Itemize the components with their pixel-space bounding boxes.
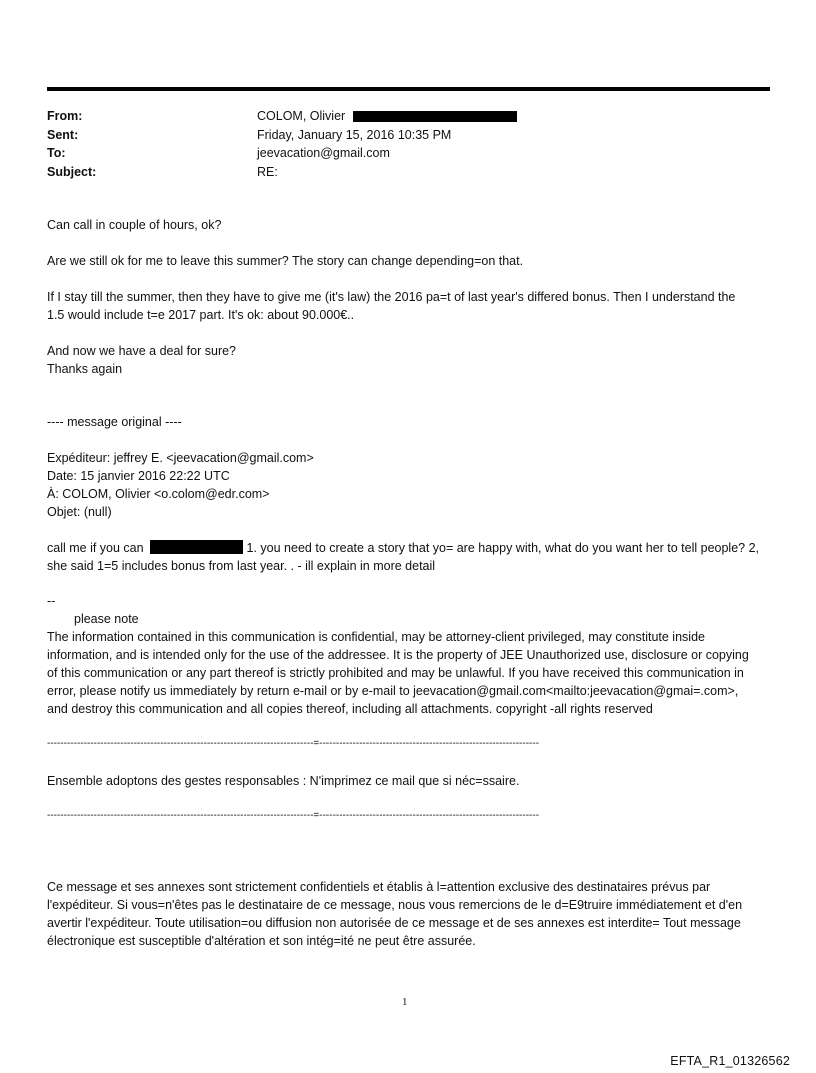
header-rule xyxy=(47,87,770,91)
body-paragraph: Thanks again xyxy=(47,362,123,376)
reply-body xyxy=(47,216,777,378)
from-value: COLOM, Olivier xyxy=(257,109,346,123)
confidentiality-notice: The information contained in this communication is confidential, may be attorney-client privileged, may constitute inside information, and is intended only for the use of the addressee. It is the property of JEE Unauthorized use, disclosure or copying of this communication or any part thereof is strictly prohibited and may be unlawful. If you have received this communication in error, please notify us immediately by return e-mail or by e-mail to jeevacation@gmail.com<mailto:jeevacation@gmai=.com>, and destroy this communication and all copies thereof, including all attachments. copyright -all rights reserved xyxy=(47,630,749,716)
page-number: 1 xyxy=(402,996,408,1008)
disclaimer-text: Ce message et ses annexes sont strictement confidentiels et établis à l=attention exclusive des destinataires prévus par l'expéditeur. Si vous=n'êtes pas le destinataire de ce message, nous vous remercions de le d=E9truire immédiatement et d'en avertir l'expéditeur. Toute utilisation=ou diffusion non autorisée de ce message et de ses annexes est interdite= Tout message électronique est susceptible d'altération et son intég=ité ne peut être assurée. xyxy=(47,880,743,948)
body-paragraph: Are we still ok for me to leave this summer? The story can change depending=on that. xyxy=(47,254,524,268)
sent-label: Sent: xyxy=(47,127,79,142)
original-body xyxy=(47,539,767,575)
call-rest: 1. you need to create a story that yo= are happy with, what do you want her to tell people? 2, she said 1=5 includes bonus from last year. . - ill explain in more detail xyxy=(47,541,760,573)
subject-label: Subject: xyxy=(47,164,97,179)
body-paragraph: If I stay till the summer, then they have to give me (it's law) the 2016 pa=t of last year's differed bonus. Then I understand the 1.5 would include t=e 2017 part. It's ok: about 90.000€.. xyxy=(47,290,736,322)
to-value: jeevacation@gmail.com xyxy=(257,146,390,160)
original-separator: ---- message original ---- xyxy=(47,415,182,429)
divider: --------------------------------------------------------------------------------=------------------------------------------------------------------ xyxy=(47,810,540,821)
from-label: From: xyxy=(47,109,83,123)
signature-dashes: -- xyxy=(47,594,56,608)
legal-disclaimer xyxy=(47,878,772,950)
redaction-box xyxy=(150,540,243,554)
ensemble-text: Ensemble adoptons des gestes responsables : N'imprimez ce mail que si néc=ssaire. xyxy=(47,774,520,788)
signature-block xyxy=(47,592,777,718)
call-prefix: call me if you can xyxy=(47,541,144,555)
ensemble-note xyxy=(47,772,777,790)
bates-stamp: EFTA_R1_01326562 xyxy=(670,1054,790,1068)
original-date: Date: 15 janvier 2016 22:22 UTC xyxy=(47,469,230,483)
body-paragraph: Can call in couple of hours, ok? xyxy=(47,218,222,232)
body-paragraph: And now we have a deal for sure? xyxy=(47,344,237,358)
original-sender: Expéditeur: jeffrey E. <jeevacation@gmail.com> xyxy=(47,451,314,465)
redaction-box xyxy=(353,111,517,122)
sent-value: Friday, January 15, 2016 10:35 PM xyxy=(257,127,452,142)
please-note: please note xyxy=(74,612,139,626)
subject-value: RE: xyxy=(257,164,278,179)
original-subject: Objet: (null) xyxy=(47,505,112,519)
original-to: À: COLOM, Olivier <o.colom@edr.com> xyxy=(47,487,270,501)
divider: --------------------------------------------------------------------------------=------------------------------------------------------------------ xyxy=(47,738,540,749)
to-label: To: xyxy=(47,146,66,160)
original-message xyxy=(47,413,777,575)
